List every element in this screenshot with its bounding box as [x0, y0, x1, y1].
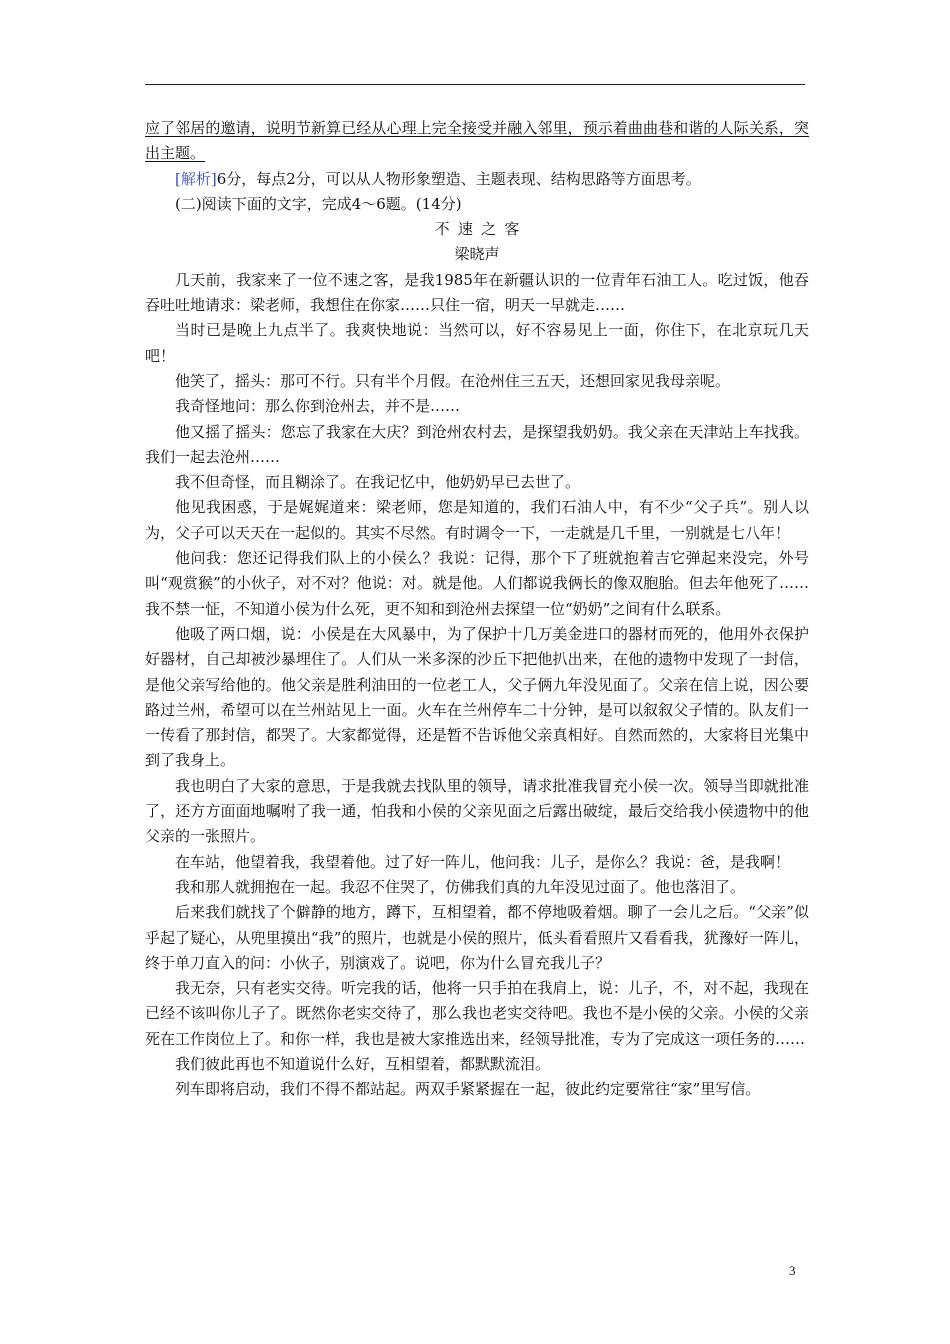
paragraph: 我无奈，只有老实交待。听完我的话，他将一只手拍在我肩上，说：儿子，不，对不起，我现在已经不该叫你儿子了。既然你老实交待了，那么我也老实交待吧。我也不是小侯的父亲。小侯的父亲死在工作岗位上了。和你一样，我也是被大家推选出来，经领导批准，专为了完成这一项任务的……	[145, 979, 809, 1048]
paragraph: 我也明白了大家的意思，于是我就去找队里的领导，请求批准我冒充小侯一次。领导当即就批准了，还方方面面地嘱咐了我一通，怕我和小侯的父亲见面之后露出破绽，最后交给我小侯遗物中的他父亲的一张照片。	[145, 776, 809, 846]
underlined-answer: 应了邻居的邀请，说明节新算已经从心理上完全接受并融入邻里，预示着曲曲巷和谐的人际关系，突出主题。	[145, 119, 809, 163]
paragraph: 我和那人就拥抱在一起。我忍不住哭了，仿佛我们真的九年没见过面了。他也落泪了。	[175, 877, 746, 896]
paragraph: 当时已是晚上九点半了。我爽快地说：当然可以，好不容易见上一面，你住下，在北京玩几天吧！	[145, 321, 809, 365]
analysis-text: 6分，每点2分，可以从人物形象塑造、主题表现、结构思路等方面思考。	[216, 169, 701, 188]
article-author: 梁晓声	[454, 245, 500, 264]
paragraph: 几天前，我家来了一位不速之客，是我1985年在新疆认识的一位青年石油工人。吃过饭，他吞吞吐吐地请求：梁老师，我想住在你家……只住一宿，明天一早就走……	[145, 270, 809, 315]
paragraph: 我奇怪地问：那么你到沧州去，并不是……	[175, 397, 461, 416]
paragraph: 他吸了两口烟，说：小侯是在大风暴中，为了保护十几万美金进口的器材而死的，他用外衣保护好器材，自己却被沙暴埋住了。人们从一米多深的沙丘下把他扒出来，在他的遗物中发现了一封信，是他父亲写给他的。他父亲是胜利油田的一位老工人，父子俩九年没见面了。父亲在信上说，因公要路过兰州，希望可以在兰州站见上一面。火车在兰州停车二十分钟，是可以叙叙父子情的。队友们一一传看了那封信，都哭了。大家都觉得，还是暂不告诉他父亲真相好。自然而然的，大家将目光集中到了我身上。	[145, 624, 809, 770]
paragraph: 我们彼此再也不知道说什么好，互相望着，都默默流泪。	[175, 1054, 551, 1073]
analysis-tag: [解析]	[175, 169, 217, 188]
paragraph: 他又摇了摇头：您忘了我家在大庆？到沧州农村去，是探望我奶奶。我父亲在天津站上车找我。我们一起去沧州……	[145, 422, 809, 466]
article-title: 不速之客	[434, 220, 528, 239]
section-heading: (二)阅读下面的文字，完成4～6题。(14分)	[175, 194, 462, 213]
header-rule	[145, 84, 805, 85]
paragraph: 他问我：您还记得我们队上的小侯么？我说：记得，那个下了班就抱着吉它弹起来没完，外号叫“观赏猴”的小伙子，对不对？他说：对。就是他。人们都说我俩长的像双胞胎。但去年他死了……我不禁一怔，不知道小侯为什么死，更不知和到沧州去探望一位“奶奶”之间有什么联系。	[145, 549, 809, 618]
paragraph: 我不但奇怪，而且糊涂了。在我记忆中，他奶奶早已去世了。	[175, 473, 581, 492]
paragraph: 他见我困惑，于是娓娓道来：梁老师，您是知道的，我们石油人中，有不少“父子兵”。别人以为，父子可以天天在一起似的。其实不尽然。有时调令一下，一走就是几千里，一别就是七八年！	[145, 498, 809, 542]
paragraph: 在车站，他望着我，我望着他。过了好一阵儿，他问我：儿子，是你么？我说：爸，是我啊！	[175, 852, 791, 871]
page-number: 3	[789, 1263, 796, 1278]
analysis-line	[145, 167, 809, 192]
paragraph: 后来我们就找了个僻静的地方，蹲下，互相望着，都不停地吸着烟。聊了一会儿之后。“父亲”似乎起了疑心，从兜里摸出“我”的照片，也就是小侯的照片，低头看看照片又看看我，犹豫好一阵儿，终于单刀直入的问：小伙子，别演戏了。说吧，你为什么冒充我儿子？	[145, 903, 809, 972]
paragraph: 他笑了，摇头：那可不行。只有半个月假。在沧州住三五天，还想回家见我母亲呢。	[175, 371, 731, 390]
previous-answer	[145, 116, 809, 167]
paragraph: 列车即将启动，我们不得不都站起。两双手紧紧握在一起，彼此约定要常往“家”里写信。	[175, 1080, 761, 1099]
document-body	[145, 116, 809, 1103]
